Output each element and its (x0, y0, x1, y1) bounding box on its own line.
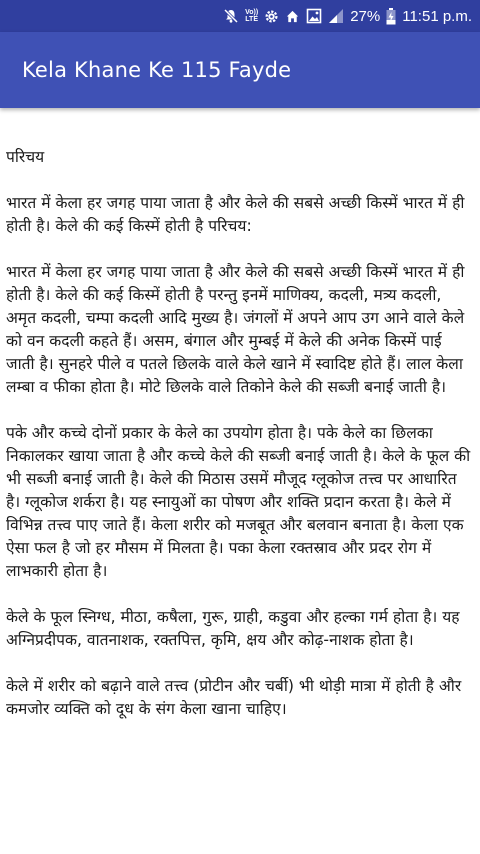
volte-label: Vo)) (245, 9, 259, 16)
paragraph: केले में शरीर को बढ़ाने वाले तत्त्व (प्रोटीन और चर्बी) भी थोड़ी मात्रा में होती है और कमजोर व्यक्ति को दूध के संग केला खाना चाहिए। (6, 677, 462, 718)
section-heading: परिचय (6, 148, 45, 166)
gear-icon (264, 0, 279, 32)
battery-percent: 27% (350, 7, 381, 25)
paragraph: केले के फूल स्निग्ध, मीठा, कषैला, गुरू, ग्राही, कडुवा और हल्का गर्म होता है। यह अग्निप्रदीपक, वातनाशक, रक्तपित्त, कृमि, क्षय और कोढ़-नाशक होता है। (6, 608, 460, 649)
paragraph: भारत में केला हर जगह पाया जाता है और केले की सबसे अच्छी किस्में भारत में ही होती है। केले की कई किस्में होती है परन्तु इनमें माणिक्य, कदली, मत्र्य कदली, अमृत कदली, चम्पा कदली आदि मुख्य है। जंगलों में अपने आप उग आने वाले केले को वन कदली कहते हैं। असम, बंगाल और मुम्बई में केले की अनेक किस्में पाई जाती है। सुनहरे पीले व पतले छिलके वाले केले खाने में स्वादिष्ट होते हैं। लाल केला लम्बा व फीका होता है। मोटे छिलके वाले तिकोने केले की सब्जी बनाई जाती है। (6, 263, 465, 396)
volte-icon (245, 0, 258, 32)
image-icon (306, 0, 322, 32)
signal-icon (328, 0, 344, 32)
status-bar (0, 0, 480, 32)
battery-charging-icon (386, 0, 396, 32)
paragraph: पके और कच्चे दोनों प्रकार के केले का उपयोग होता है। पके केले का छिलका निकालकर खाया जाता है और कच्चे केले की सब्जी बनाई जाती है। केले के फूल की भी सब्जी बनाई जाती है। केले की मिठास उसमें मौजूद ग्लूकोज तत्त्व पर आधारित है। ग्लूकोज शर्करा है। यह स्नायुओं का पोषण और शक्ति प्रदान करता है। केले में विभिन्न तत्त्व पाए जाते हैं। केला शरीर को मजबूत और बलवान बनाता है। केला एक ऐसा फल है जो हर मौसम में मिलता है। पका केला रक्तस्राव और प्रदर रोग में लाभकारी होता है। (6, 424, 471, 580)
app-bar (0, 32, 480, 108)
paragraph: भारत में केला हर जगह पाया जाता है और केले की सबसे अच्छी किस्में भारत में ही होती है। केले की कई किस्में होती है परिचय: (6, 194, 465, 235)
mute-icon (223, 0, 239, 32)
app-title: Kela Khane Ke 115 Fayde (22, 58, 292, 82)
article-body (6, 146, 474, 744)
home-icon (285, 0, 300, 32)
lte-label: LTE (245, 16, 258, 23)
clock-time: 11:51 p.m. (402, 7, 472, 25)
status-icons (223, 0, 472, 32)
